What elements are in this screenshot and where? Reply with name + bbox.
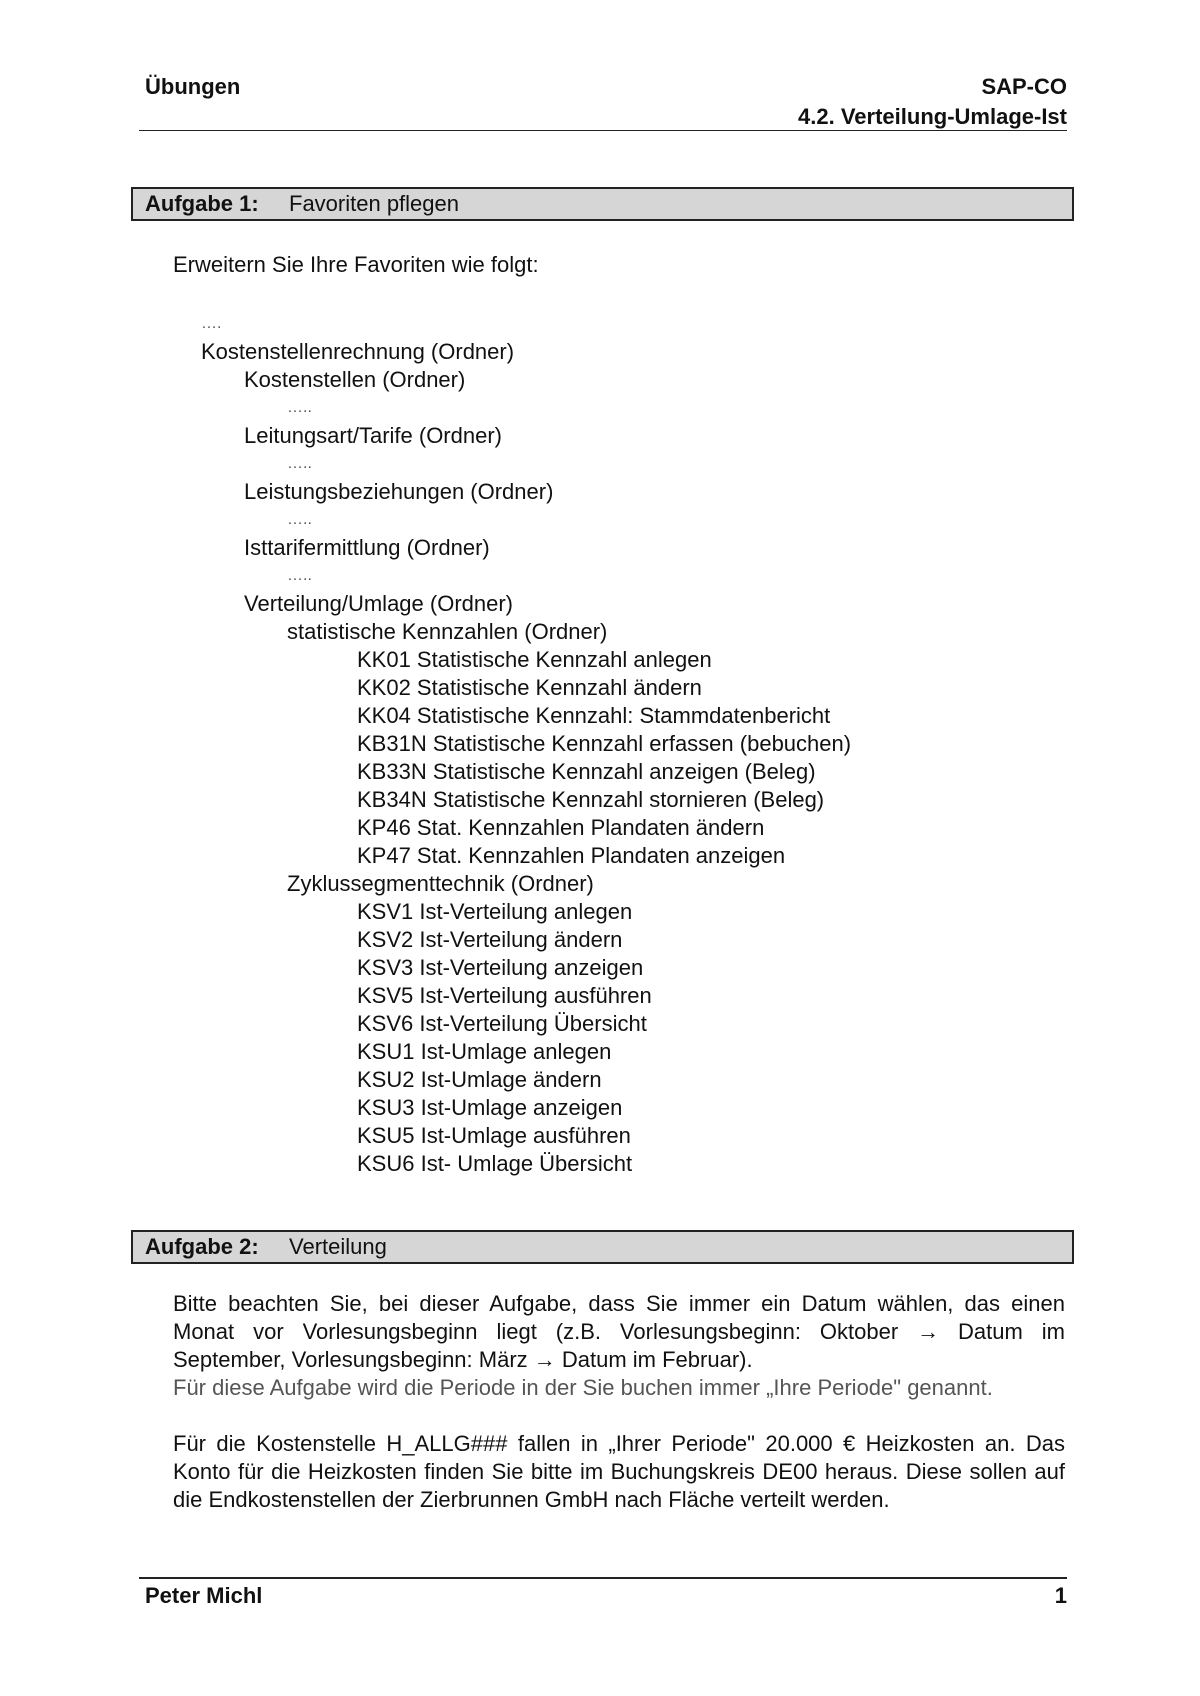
task2-label: Aufgabe 2: [145, 1234, 259, 1259]
tree-item: Kostenstellenrechnung (Ordner) [201, 339, 515, 364]
header-course: SAP-CO [981, 74, 1067, 99]
task2-paragraph1: Bitte beachten Sie, bei dieser Aufgabe, dass Sie immer ein Datum wählen, das einen Monat vor Vorlesungsbeginn liegt (z.B. Vorlesungsbeginn: Oktober → Datum im September, Vorlesungsbeginn: März → Datum im Februar). [173, 1291, 1065, 1372]
tree-item: Leistungsbeziehungen (Ordner) [244, 479, 554, 504]
tree-item: KK02 Statistische Kennzahl ändern [357, 675, 702, 700]
tree-item: Kostenstellen (Ordner) [244, 367, 466, 392]
tree-item: ….. [287, 567, 312, 584]
tree-item: …. [201, 315, 222, 332]
tree-item: KB33N Statistische Kennzahl anzeigen (Beleg) [357, 759, 816, 784]
tree-item: Verteilung/Umlage (Ordner) [244, 591, 514, 616]
tree-item: KP47 Stat. Kennzahlen Plandaten anzeigen [357, 843, 786, 868]
task2-title: Verteilung [289, 1234, 387, 1259]
task1-intro: Erweitern Sie Ihre Favoriten wie folgt: [173, 252, 539, 277]
tree-item: KB34N Statistische Kennzahl stornieren (Beleg) [357, 787, 825, 812]
header-section: 4.2. Verteilung-Umlage-Ist [798, 104, 1067, 129]
tree-item: KSU6 Ist- Umlage Übersicht [357, 1151, 633, 1176]
paragraph-gap [173, 1402, 1065, 1430]
tree-item: KK04 Statistische Kennzahl: Stammdatenbericht [357, 703, 831, 728]
header-divider [139, 130, 1067, 131]
tree-item: ….. [287, 511, 312, 528]
tree-item: Leitungsart/Tarife (Ordner) [244, 423, 502, 448]
tree-item: KSU5 Ist-Umlage ausführen [357, 1123, 631, 1148]
task2-body [173, 1290, 1065, 1514]
tree-item: Isttarifermittlung (Ordner) [244, 535, 490, 560]
tree-item: KP46 Stat. Kennzahlen Plandaten ändern [357, 815, 765, 840]
tree-item: ….. [287, 399, 312, 416]
tree-item: Zyklussegmenttechnik (Ordner) [287, 871, 594, 896]
task1-title: Favoriten pflegen [289, 191, 459, 216]
tree-item: KSV3 Ist-Verteilung anzeigen [357, 955, 644, 980]
task1-heading [131, 187, 1074, 221]
page-number: 1 [1054, 1583, 1067, 1608]
task2-note: Für diese Aufgabe wird die Periode in der Sie buchen immer „Ihre Periode" genannt. [173, 1375, 993, 1400]
footer-divider [139, 1577, 1067, 1579]
header-left-title: Übungen [145, 74, 241, 99]
tree-item: ….. [287, 455, 312, 472]
tree-item: KK01 Statistische Kennzahl anlegen [357, 647, 712, 672]
tree-item: KSV2 Ist-Verteilung ändern [357, 927, 623, 952]
tree-item: statistische Kennzahlen (Ordner) [287, 619, 608, 644]
task1-label: Aufgabe 1: [145, 191, 259, 216]
tree-item: KB31N Statistische Kennzahl erfassen (bebuchen) [357, 731, 852, 756]
task2-heading [131, 1230, 1074, 1264]
tree-item: KSU3 Ist-Umlage anzeigen [357, 1095, 623, 1120]
tree-item: KSV6 Ist-Verteilung Übersicht [357, 1011, 647, 1036]
tree-item: KSV5 Ist-Verteilung ausführen [357, 983, 652, 1008]
task2-paragraph2: Für die Kostenstelle H_ALLG### fallen in „Ihrer Periode" 20.000 € Heizkosten an. Das Konto für die Heizkosten finden Sie bitte im Buchungskreis DE00 heraus. Diese sollen auf die Endkostenstellen der Zierbrunnen GmbH nach Fläche verteilt werden. [173, 1431, 1065, 1512]
tree-item: KSV1 Ist-Verteilung anlegen [357, 899, 633, 924]
footer-author: Peter Michl [145, 1583, 263, 1608]
tree-item: KSU2 Ist-Umlage ändern [357, 1067, 602, 1092]
tree-item: KSU1 Ist-Umlage anlegen [357, 1039, 612, 1064]
